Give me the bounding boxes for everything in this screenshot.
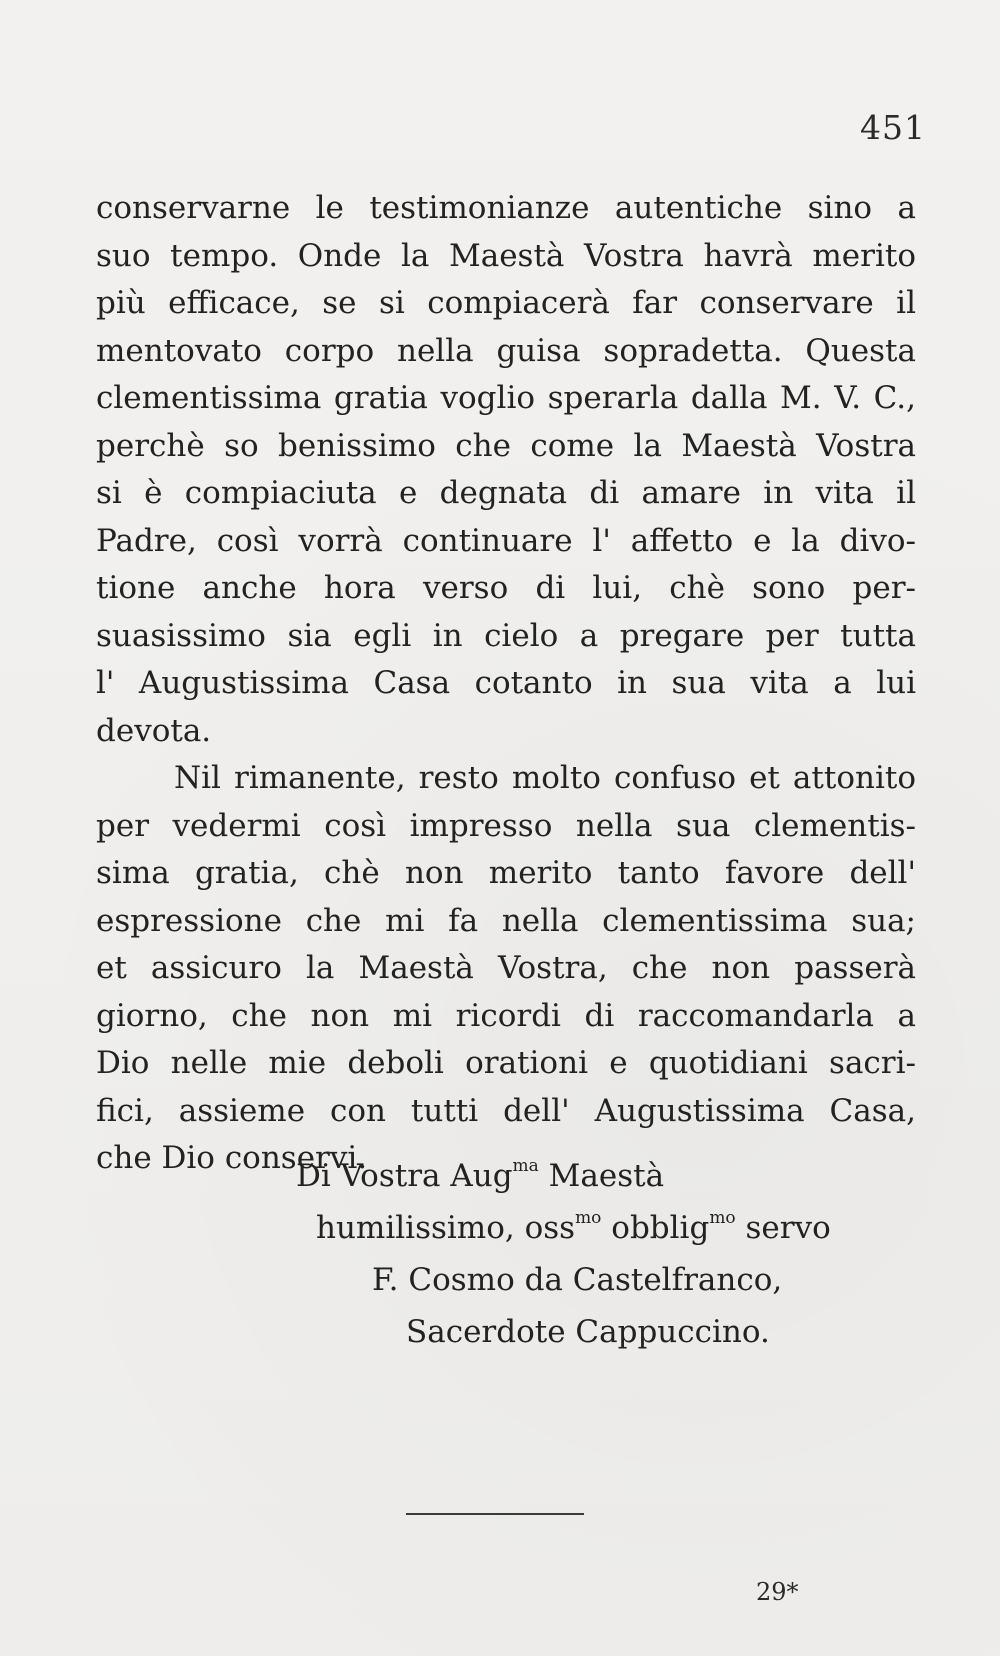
closing-line [96, 1202, 916, 1254]
text-line: Padre, così vorrà continuare l' affetto e la divo- [96, 522, 916, 559]
printer-signature-mark: 29* [756, 1578, 799, 1606]
closing-text: obblig [601, 1210, 710, 1246]
closing-text: servo [735, 1210, 831, 1246]
signer-name: F. Cosmo da Castelfranco, [372, 1262, 783, 1298]
text-line: per vedermi così impresso nella sua clementis- [96, 807, 916, 844]
signer-title: Sacerdote Cappuccino. [406, 1314, 770, 1350]
footnote-divider [406, 1513, 584, 1515]
text-line: Dio nelle mie deboli orationi e quotidiani sacri- [96, 1045, 916, 1081]
text-line: mentovato corpo nella guisa sopradetta. Questa [96, 332, 916, 369]
closing-signature [96, 1150, 916, 1358]
text-line: espressione che mi fa nella clementissima sua; [96, 902, 916, 939]
text-line: suo tempo. Onde la Maestà Vostra havrà merito [96, 237, 916, 274]
closing-line [96, 1150, 916, 1202]
text-line: Nil rimanente, resto molto confuso et attonito [174, 760, 916, 796]
text-line: sima gratia, chè non merito tanto favore dell' [96, 855, 916, 891]
text-line: l' Augustissima Casa cotanto in sua vita a lui [96, 665, 916, 701]
closing-text: humilissimo, oss [316, 1210, 576, 1246]
body-text [96, 185, 916, 1183]
text-line: giorno, che non mi ricordi di raccomandarla a [96, 997, 916, 1034]
text-line: et assicuro la Maestà Vostra, che non passerà [96, 950, 916, 986]
superscript: ma [512, 1155, 539, 1176]
text-line: devota. [96, 712, 212, 749]
text-line: più efficace, se si compiacerà far conservare il [96, 285, 916, 321]
text-line: fici, assieme con tutti dell' Augustissima Casa, [96, 1092, 916, 1129]
text-line: che Dio conservi. [96, 1140, 368, 1176]
text-line: perchè so benissimo che come la Maestà Vostra [96, 427, 916, 464]
closing-text: Maestà [538, 1158, 665, 1194]
page-number: 451 [860, 108, 926, 147]
text-line: conservarne le testimonianze autentiche sino a [96, 190, 916, 226]
closing-text: Di Vostra Aug [296, 1158, 513, 1194]
superscript: mo [575, 1207, 602, 1228]
text-line: tione anche hora verso di lui, chè sono per- [96, 570, 916, 606]
superscript: mo [709, 1207, 736, 1228]
text-line: clementissima gratia voglio sperarla dalla M. V. C., [96, 380, 916, 416]
text-line: suasissimo sia egli in cielo a pregare per tutta [96, 617, 916, 654]
text-line: si è compiaciuta e degnata di amare in vita il [96, 475, 916, 511]
